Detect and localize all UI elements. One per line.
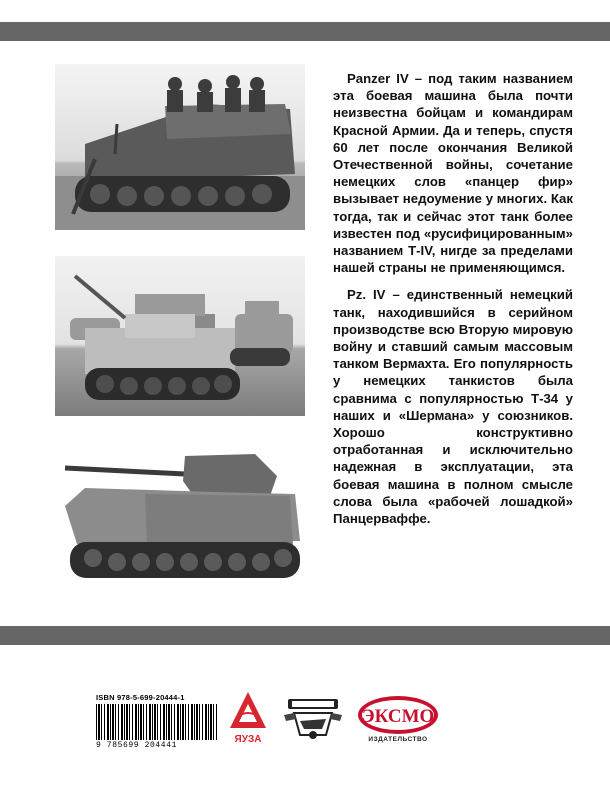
photo-panzer-iv-late [55,446,305,596]
bottom-divider-band [0,626,610,645]
top-divider-band [0,22,610,41]
paragraph-1: Panzer IV – под таким названием эта боевая машина была почти неизвестна бойцам и командирам Красной Армии. Да и теперь, спустя 60 лет после окончания Великой Отечественной войны, сочетание немецких слов «панцер фир» вызывает недоумение у многих. Как тогда, так и сейчас этот танк более известен под «русифицированным» названием Т-IV, нигде за пределами нашей страны не применяющимся. [333,71,573,276]
eksmo-logo-subtext: ИЗДАТЕЛЬСТВО [368,736,428,743]
photo-tank-column-illustration [55,256,305,416]
photo-tank-column [55,256,305,416]
paragraph-2: Pz. IV – единственный немецкий танк, находившийся в серийном производстве всю Вторую мировую войну и ставший самым массовым танком Вермахта. Его популярность у немецких танкистов была сравнима с популярностью Т-34 у наших и «Шермана» у союзников. Хорошо конструктивно отработанная и исключительно надежная в эксплуатации, эта боевая машина в полном смысле слова была «рабочей лошадкой» Панцерваффе. [333,287,573,527]
barcode-block [96,693,218,750]
yauza-logo-text: ЯУЗА [234,734,262,745]
description-text [333,70,573,537]
isbn-label: ISBN 978-5-699-20444-1 [96,693,185,702]
yauza-logo [228,690,268,746]
series-logo [282,695,344,743]
barcode-digits: 9 785699 204441 [96,741,178,750]
eksmo-logo-text: ЭКСМО [361,706,435,727]
photo-self-propelled-gun [55,64,305,230]
barcode-bars [96,704,218,740]
eksmo-logo [356,695,440,743]
photo-panzer-iv-late-illustration [55,446,305,596]
photo-self-propelled-gun-illustration [55,64,305,230]
